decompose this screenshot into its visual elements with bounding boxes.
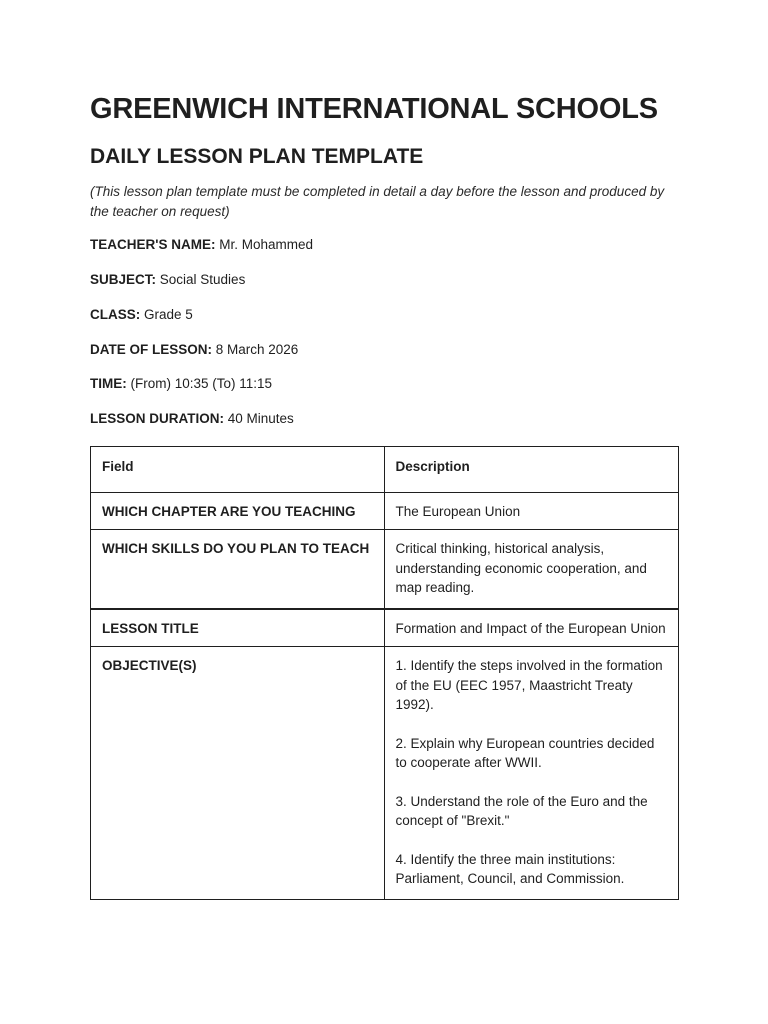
class-label: CLASS:	[90, 307, 141, 322]
table-cell-field: OBJECTIVE(S)	[91, 647, 385, 900]
table-cell-description: Critical thinking, historical analysis, understanding economic cooperation, and map reading.	[384, 530, 679, 609]
objective-item: 2. Explain why European countries decided to cooperate after WWII.	[395, 735, 655, 770]
objective-item: 4. Identify the three main institutions: Parliament, Council, and Commission.	[395, 851, 625, 886]
table-cell-description: Formation and Impact of the European Union	[384, 609, 679, 647]
objective-item: 1. Identify the steps involved in the formation of the EU (EEC 1957, Maastricht Treaty 1992).	[395, 658, 663, 712]
table-row	[91, 492, 679, 530]
time-label: TIME:	[90, 376, 127, 391]
table-header-field: Field	[91, 447, 385, 493]
date-label: DATE OF LESSON:	[90, 342, 213, 357]
document-title: DAILY LESSON PLAN TEMPLATE	[90, 145, 424, 168]
class-value: Grade 5	[140, 307, 193, 322]
table-cell-field: WHICH SKILLS DO YOU PLAN TO TEACH	[91, 530, 385, 609]
subject-label: SUBJECT:	[90, 272, 157, 287]
teacher-name-line	[90, 237, 313, 252]
teacher-name-value: Mr. Mohammed	[215, 237, 313, 252]
subject-value: Social Studies	[156, 272, 246, 287]
table-cell-field: WHICH CHAPTER ARE YOU TEACHING	[91, 492, 385, 530]
subject-line	[90, 272, 245, 287]
duration-label: LESSON DURATION:	[90, 411, 224, 426]
instructions-note: (This lesson plan template must be completed in detail a day before the lesson and produced by the teacher on request)	[90, 184, 665, 219]
teacher-name-label: TEACHER'S NAME:	[90, 237, 216, 252]
date-value: 8 March 2026	[212, 342, 299, 357]
table-cell-field: LESSON TITLE	[91, 609, 385, 647]
objectives-list	[384, 647, 679, 900]
table-header-row	[91, 447, 679, 493]
date-line	[90, 342, 298, 357]
duration-value: 40 Minutes	[224, 411, 294, 426]
class-line	[90, 307, 193, 322]
time-value: (From) 10:35 (To) 11:15	[126, 376, 273, 391]
table-row	[91, 609, 679, 647]
objective-item: 3. Understand the role of the Euro and the concept of "Brexit."	[395, 793, 648, 828]
table-row	[91, 530, 679, 609]
table-row-objectives	[91, 647, 679, 900]
lesson-plan-table	[90, 446, 679, 900]
duration-line	[90, 411, 294, 426]
school-name: GREENWICH INTERNATIONAL SCHOOLS	[90, 93, 658, 125]
table-header-description: Description	[384, 447, 679, 493]
table-cell-description: The European Union	[384, 492, 679, 530]
time-line	[90, 376, 272, 391]
